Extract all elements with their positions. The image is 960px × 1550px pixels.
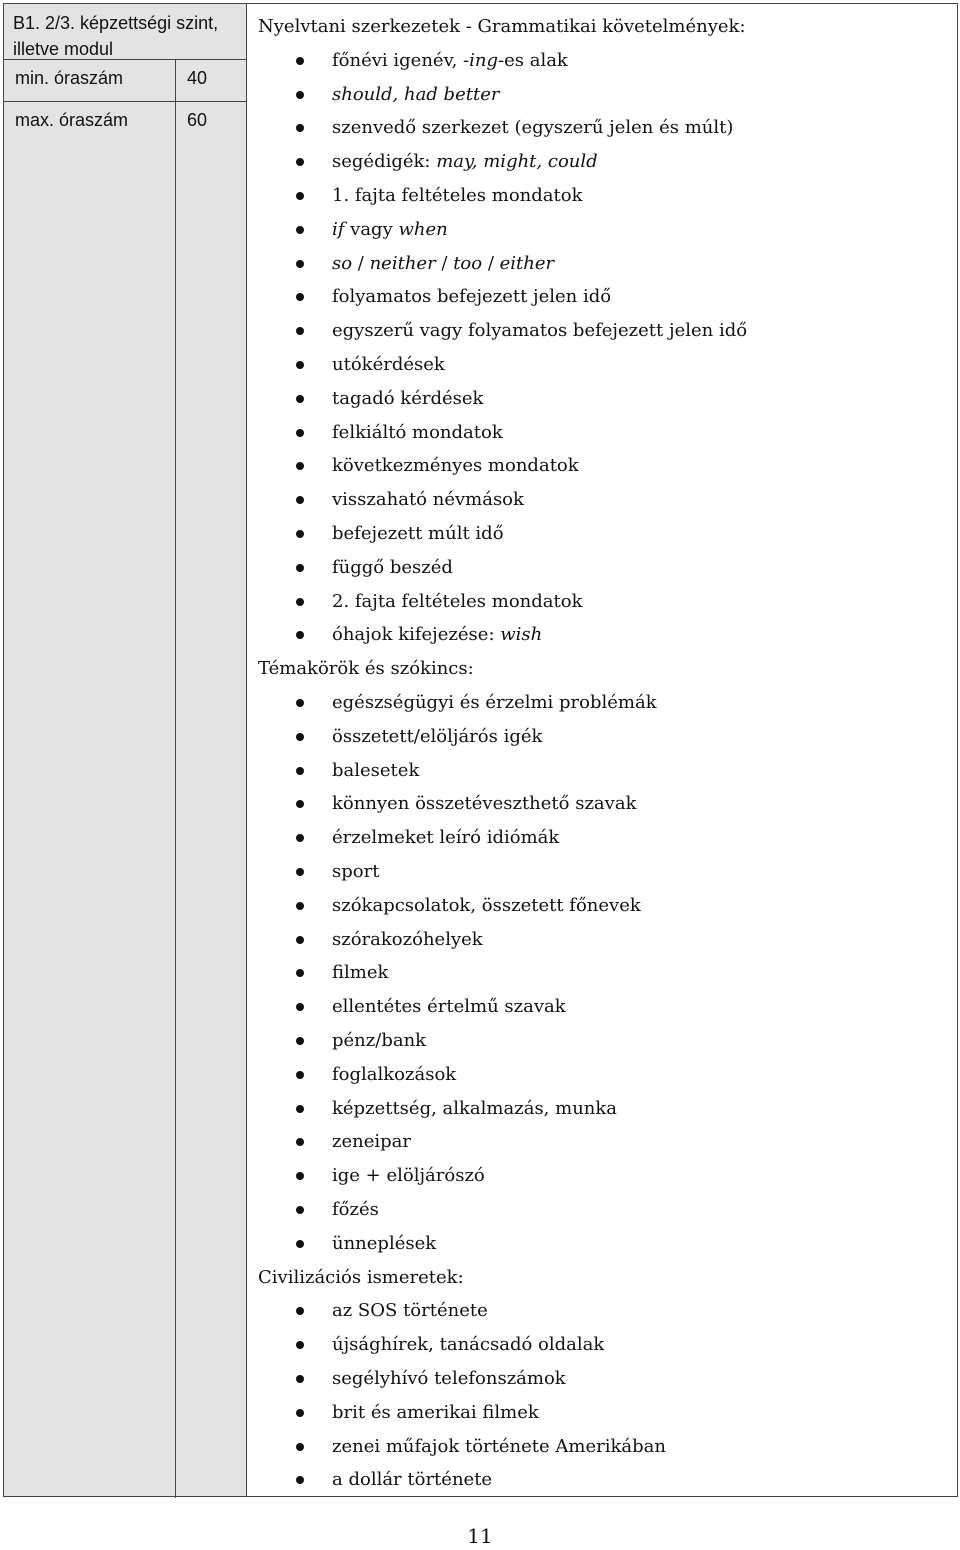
bullet-icon — [296, 902, 304, 910]
text-run: filmek — [332, 962, 389, 984]
sidebar-column-divider — [175, 60, 176, 1498]
list-item-text — [332, 1159, 485, 1193]
text-run: -es alak — [498, 49, 568, 71]
list-item-text — [332, 618, 542, 652]
bullet-icon — [296, 124, 304, 132]
max-hours-value: 60 — [187, 110, 208, 130]
text-run: segélyhívó telefonszámok — [332, 1368, 566, 1389]
text-run: összetett/elöljárós igék — [332, 725, 543, 747]
list-item-text — [332, 1193, 379, 1227]
bullet-icon — [296, 192, 304, 200]
list-item-text — [332, 686, 657, 720]
max-hours-row — [4, 102, 246, 146]
list-item-text — [332, 1463, 492, 1497]
bullet-icon — [296, 936, 304, 944]
text-run: szórakozóhelyek — [332, 928, 483, 950]
text-run: érzelmeket leíró idiómák — [332, 827, 560, 849]
text-run: főzés — [332, 1199, 379, 1220]
text-run: too — [453, 252, 483, 274]
list-item-text — [332, 145, 598, 179]
text-run: visszaható névmások — [332, 489, 524, 511]
bullet-icon — [296, 327, 304, 335]
text-run: ige + elöljárószó — [332, 1165, 485, 1187]
list-item-text — [332, 449, 579, 483]
text-run: függő beszéd — [332, 556, 453, 578]
list-item-text — [332, 855, 379, 889]
bullet-icon — [296, 1138, 304, 1146]
list-item-text — [332, 1024, 426, 1058]
text-run: neither — [369, 252, 436, 274]
bullet-icon — [296, 1105, 304, 1113]
list-item-text — [332, 720, 542, 754]
text-run: főnévi igenév, - — [332, 49, 470, 71]
bullet-icon — [296, 530, 304, 538]
bullet-icon — [296, 834, 304, 842]
list-item-text — [332, 1294, 488, 1328]
page-number: 11 — [467, 1524, 493, 1548]
bullet-icon — [296, 1003, 304, 1011]
text-run: a dollár története — [332, 1469, 493, 1491]
list-item-text — [332, 179, 583, 213]
text-run: wish — [500, 624, 543, 646]
list-item-text — [332, 956, 388, 990]
text-run: 2. fajta feltételes mondatok — [332, 590, 583, 612]
bullet-icon — [296, 361, 304, 369]
text-run: so — [332, 252, 353, 274]
list-item-text — [332, 889, 641, 923]
bullet-icon — [296, 1476, 304, 1484]
list-item-text — [332, 44, 568, 78]
bullet-icon — [296, 564, 304, 572]
bullet-icon — [296, 598, 304, 606]
list-item-text — [332, 1125, 411, 1159]
text-run: ing — [469, 49, 499, 71]
bullet-icon — [296, 800, 304, 808]
text-run: vagy — [344, 218, 399, 240]
list-item-text — [332, 1430, 666, 1464]
section-heading: Nyelvtani szerkezetek - Grammatikai követelmények: — [258, 16, 746, 37]
module-title: B1. 2/3. képzettségi szint, illetve modul — [4, 4, 246, 60]
text-run: foglalkozások — [332, 1063, 457, 1085]
bullet-icon — [296, 1375, 304, 1383]
bullet-icon — [296, 57, 304, 65]
bullet-icon — [296, 429, 304, 437]
text-run: if — [332, 218, 345, 240]
bullet-icon — [296, 767, 304, 775]
bullet-icon — [296, 226, 304, 234]
list-item-text — [332, 517, 504, 551]
list-item-text — [332, 585, 583, 619]
text-run: 1. fajta feltételes mondatok — [332, 185, 583, 206]
text-run: / — [352, 252, 370, 274]
text-run: az SOS története — [332, 1300, 488, 1322]
bullet-icon — [296, 293, 304, 301]
text-run: szenvedő szerkezet (egyszerű jelen és múlt) — [332, 117, 734, 139]
bullet-icon — [296, 1409, 304, 1417]
text-run: következményes mondatok — [332, 455, 579, 477]
text-run: képzettség, alkalmazás, munka — [332, 1097, 618, 1119]
bullet-icon — [296, 395, 304, 403]
min-hours-row — [4, 60, 246, 102]
list-item-text — [332, 754, 419, 788]
text-run: balesetek — [332, 759, 420, 781]
text-run: / — [435, 252, 454, 274]
bullet-icon — [296, 1341, 304, 1349]
text-run: újsághírek, tanácsadó oldalak — [332, 1334, 605, 1356]
text-run: egészségügyi és érzelmi problémák — [332, 692, 657, 713]
list-item-text — [332, 1227, 436, 1261]
list-item-text — [332, 1328, 604, 1362]
bullet-icon — [296, 1206, 304, 1214]
bullet-icon — [296, 1071, 304, 1079]
list-item-text — [332, 923, 483, 957]
text-run: befejezett múlt idő — [332, 523, 504, 544]
bullet-icon — [296, 462, 304, 470]
list-item-text — [332, 1058, 456, 1092]
list-item-text — [332, 416, 503, 450]
text-run: óhajok kifejezése: — [332, 624, 501, 646]
list-item-text — [332, 111, 733, 145]
list-item-text — [332, 787, 636, 821]
list-item-text — [332, 247, 554, 281]
bullet-icon — [296, 733, 304, 741]
bullet-icon — [296, 631, 304, 639]
curriculum-table — [3, 3, 958, 1497]
list-item-text — [332, 314, 747, 348]
text-run: utókérdések — [332, 354, 445, 375]
text-run: szókapcsolatok, összetett főnevek — [332, 894, 641, 916]
list-item-text — [332, 483, 524, 517]
bullet-icon — [296, 969, 304, 977]
bullet-icon — [296, 260, 304, 268]
text-run: zeneipar — [332, 1131, 411, 1153]
text-run: may, might, could — [436, 151, 598, 173]
list-item-text — [332, 551, 453, 585]
list-item-text — [332, 990, 566, 1024]
list-item-text — [332, 821, 559, 855]
list-item-text — [332, 1362, 566, 1396]
text-run: zenei műfajok története Amerikában — [332, 1435, 666, 1457]
text-run: brit és amerikai filmek — [332, 1401, 539, 1423]
bullet-icon — [296, 868, 304, 876]
bullet-icon — [296, 158, 304, 166]
text-run: segédigék: — [332, 151, 437, 173]
text-run: should, had better — [332, 83, 500, 105]
text-run: / — [482, 252, 500, 274]
bullet-icon — [296, 699, 304, 707]
bullet-icon — [296, 1443, 304, 1451]
min-hours-label: min. óraszám — [15, 68, 124, 88]
text-run: when — [398, 218, 448, 240]
section-heading: Civilizációs ismeretek: — [258, 1266, 464, 1288]
module-sidebar — [4, 4, 247, 1496]
bullet-icon — [296, 1172, 304, 1180]
list-item-text — [332, 348, 445, 382]
bullet-icon — [296, 1307, 304, 1315]
text-run: könnyen összetéveszthető szavak — [332, 793, 637, 815]
bullet-icon — [296, 1037, 304, 1045]
list-item-text — [332, 1396, 539, 1430]
bullet-icon — [296, 496, 304, 504]
text-run: felkiáltó mondatok — [332, 421, 503, 443]
text-run: ünneplések — [332, 1232, 437, 1254]
bullet-icon — [296, 91, 304, 99]
text-run: folyamatos befejezett jelen idő — [332, 286, 612, 308]
text-run: ellentétes értelmű szavak — [332, 996, 566, 1018]
max-hours-label: max. óraszám — [15, 110, 129, 130]
list-item-text — [332, 382, 483, 416]
text-run: pénz/bank — [332, 1030, 427, 1051]
min-hours-value: 40 — [187, 68, 208, 88]
text-run: sport — [332, 861, 380, 882]
list-item-text — [332, 1092, 617, 1126]
list-item-text — [332, 280, 611, 314]
text-run: either — [499, 252, 555, 274]
text-run: egyszerű vagy folyamatos befejezett jelen idő — [332, 320, 748, 342]
list-item-text — [332, 213, 448, 247]
bullet-icon — [296, 1240, 304, 1248]
text-run: tagadó kérdések — [332, 387, 484, 409]
list-item-text — [332, 78, 499, 112]
section-heading: Témakörök és szókincs: — [258, 658, 474, 680]
